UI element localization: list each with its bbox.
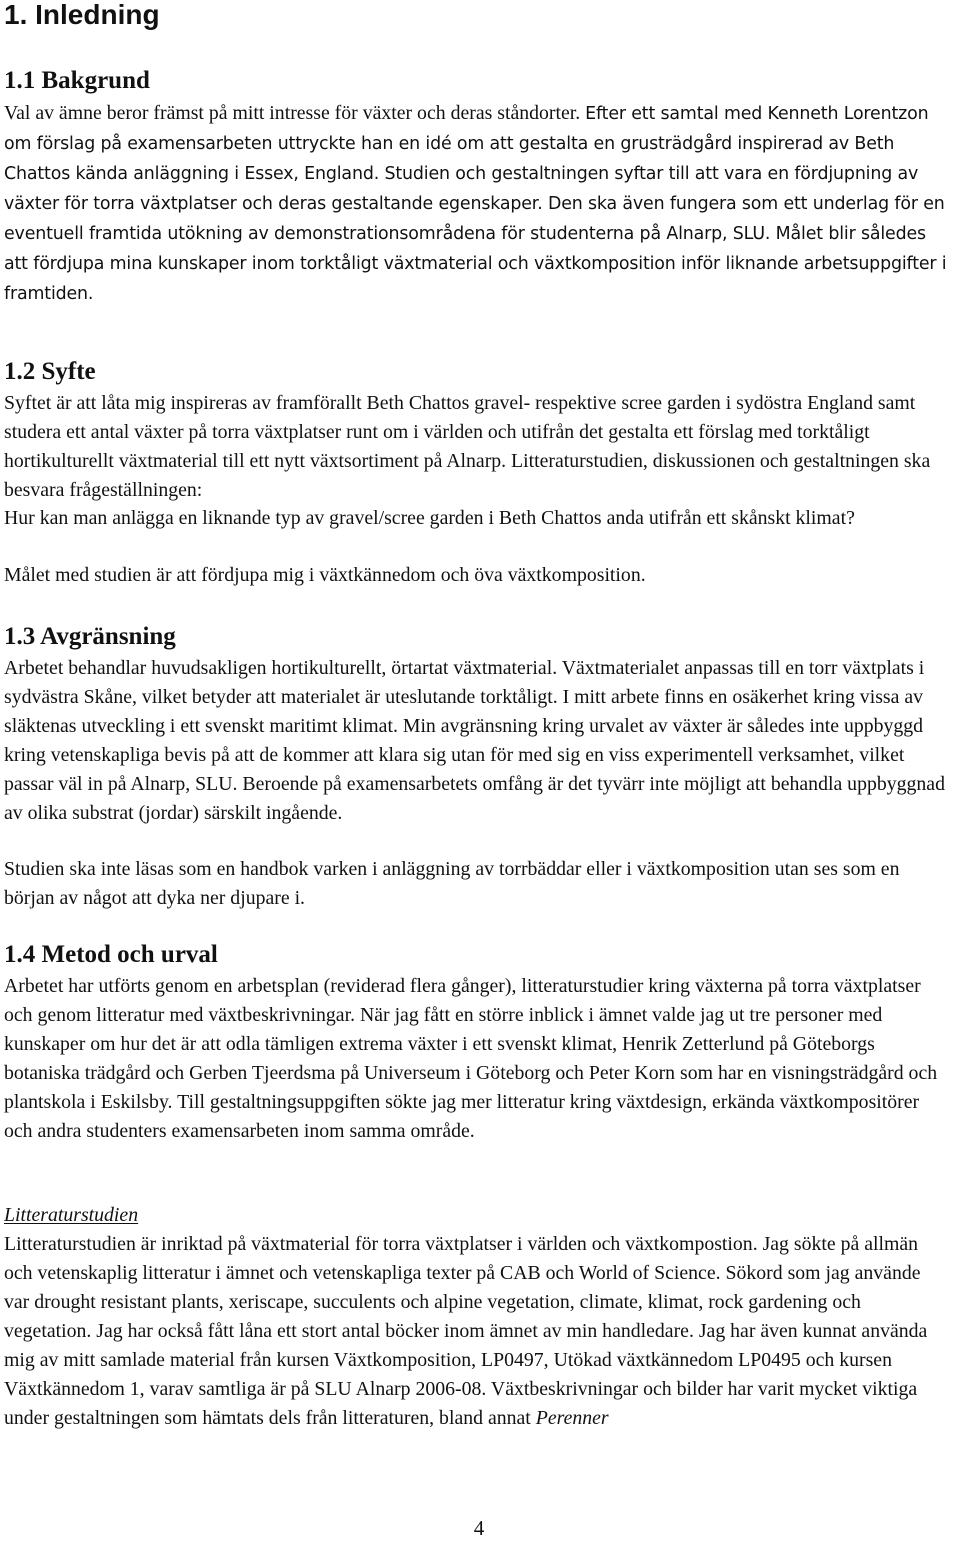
- subheading-litteraturstudien: Litteraturstudien: [4, 1204, 139, 1226]
- paragraph-litteraturstudien: [4, 1230, 949, 1433]
- paragraph-syfte-1: Syftet är att låta mig inspireras av framförallt Beth Chattos gravel- respektive scree garden i sydöstra England samt studera ett antal växter på torra växtplatser runt om i världen och utifrån det gestalta ett förslag med torktåligt hortikulturellt växtmaterial till ett nytt växtsortiment på Alnarp. Litteraturstudien, diskussionen och gestaltningen ska besvara frågeställningen:: [4, 392, 931, 501]
- paragraph-avgransning-2: Studien ska inte läsas som en handbok varken i anläggning av torrbäddar eller i växtkomposition utan ses som en början av något att dyka ner djupare i.: [4, 858, 900, 909]
- paragraph-litteraturstudien-italic: Perenner: [535, 1407, 609, 1429]
- paragraph-bakgrund: [4, 99, 949, 309]
- paragraph-bakgrund-intro: Val av ämne beror främst på mitt intresse för växter och deras ståndorter.: [4, 102, 586, 124]
- section-heading-bakgrund: 1.1 Bakgrund: [4, 67, 150, 94]
- section-heading-metod: 1.4 Metod och urval: [4, 941, 218, 968]
- section-heading-syfte: 1.2 Syfte: [4, 358, 96, 385]
- paragraph-metod-1: Arbetet har utförts genom en arbetsplan (reviderad flera gånger), litteraturstudier kring växterna på torra växtplatser och genom litteratur med växtbeskrivningar. När jag fått en större inblick i ämnet valde jag ut tre personer med kunskaper om hur det är att odla tämligen extrema växter i ett svenskt klimat, Henrik Zetterlund på Göteborgs botaniska trädgård och Gerben Tjeerdsma på Universeum i Göteborg och Peter Korn som har en visningsträdgård och plantskola i Eskilsby. Till gestaltningsuppgiften sökte jag mer litteratur kring växtdesign, erkända växtkompositörer och andra studenters examensarbeten inom samma område.: [4, 975, 938, 1142]
- paragraph-litteraturstudien-text: Litteraturstudien är inriktad på växtmaterial för torra växtplatser i världen och växtkompostion. Jag sökte på allmän och vetenskaplig litteratur i ämnet och vetenskapliga texter på CAB och World of Science. Sökord som jag använde var drought resistant plants, xeriscape, succulents och alpine vegetation, climate, klimat, rock gardening och vegetation. Jag har också fått låna ett stort antal böcker inom ämnet av min handledare. Jag har även kunnat använda mig av mitt samlade material från kursen Växtkomposition, LP0497, Utökad växtkännedom LP0495 och kursen Växtkännedom 1, varav samtliga är på SLU Alnarp 2006-08. Växtbeskrivningar och bilder har varit mycket viktiga under gestaltningen som hämtats dels från litteraturen, bland annat: [4, 1233, 928, 1429]
- paragraph-avgransning-1: Arbetet behandlar huvudsakligen hortikulturellt, örtartat växtmaterial. Växtmaterialet anpassas till en torr växtplats i sydvästra Skåne, vilket betyder att materialet är uteslutande torktåligt. I mitt arbete finns en osäkerhet kring vissa av släktenas utveckling i ett svenskt maritimt klimat. Min avgränsning kring urvalet av växter är således inte uppbyggd kring vetenskapliga bevis på att de kommer att klara sig utan för med sig en viss experimentell verksamhet, vilket passar väl in på Alnarp, SLU. Beroende på examensarbetets omfång är det tyvärr inte möjligt att behandla uppbyggnad av olika substrat (jordar) särskilt ingående.: [4, 657, 945, 824]
- paragraph-syfte-3: Målet med studien är att fördjupa mig i växtkännedom och öva växtkomposition.: [4, 564, 646, 586]
- chapter-heading: 1. Inledning: [4, 0, 160, 30]
- section-heading-avgransning: 1.3 Avgränsning: [4, 623, 176, 650]
- paragraph-syfte-2: Hur kan man anlägga en liknande typ av gravel/scree garden i Beth Chattos anda utifrån ett skånskt klimat?: [4, 507, 855, 529]
- page-number: 4: [473, 1516, 485, 1540]
- paragraph-bakgrund-rest: Studien och gestaltningen syftar till att vara en fördjupning av växter för torra växtplatser och deras gestaltande egenskaper. Den ska även fungera som ett underlag för en eventuell framtida utökning av demonstrationsområdena för studenterna på Alnarp, SLU. Målet blir således att fördjupa mina kunskaper inom torktåligt växtmaterial och växtkomposition inför liknande arbetsuppgifter i framtiden.: [4, 164, 947, 304]
- paragraph-bakgrund-sans: Efter ett samtal med Kenneth Lorentzon om förslag på examensarbeten uttryckte han en idé om att gestalta en grusträdgård inspirerad av Beth Chattos kända anläggning i Essex, England.: [4, 104, 929, 184]
